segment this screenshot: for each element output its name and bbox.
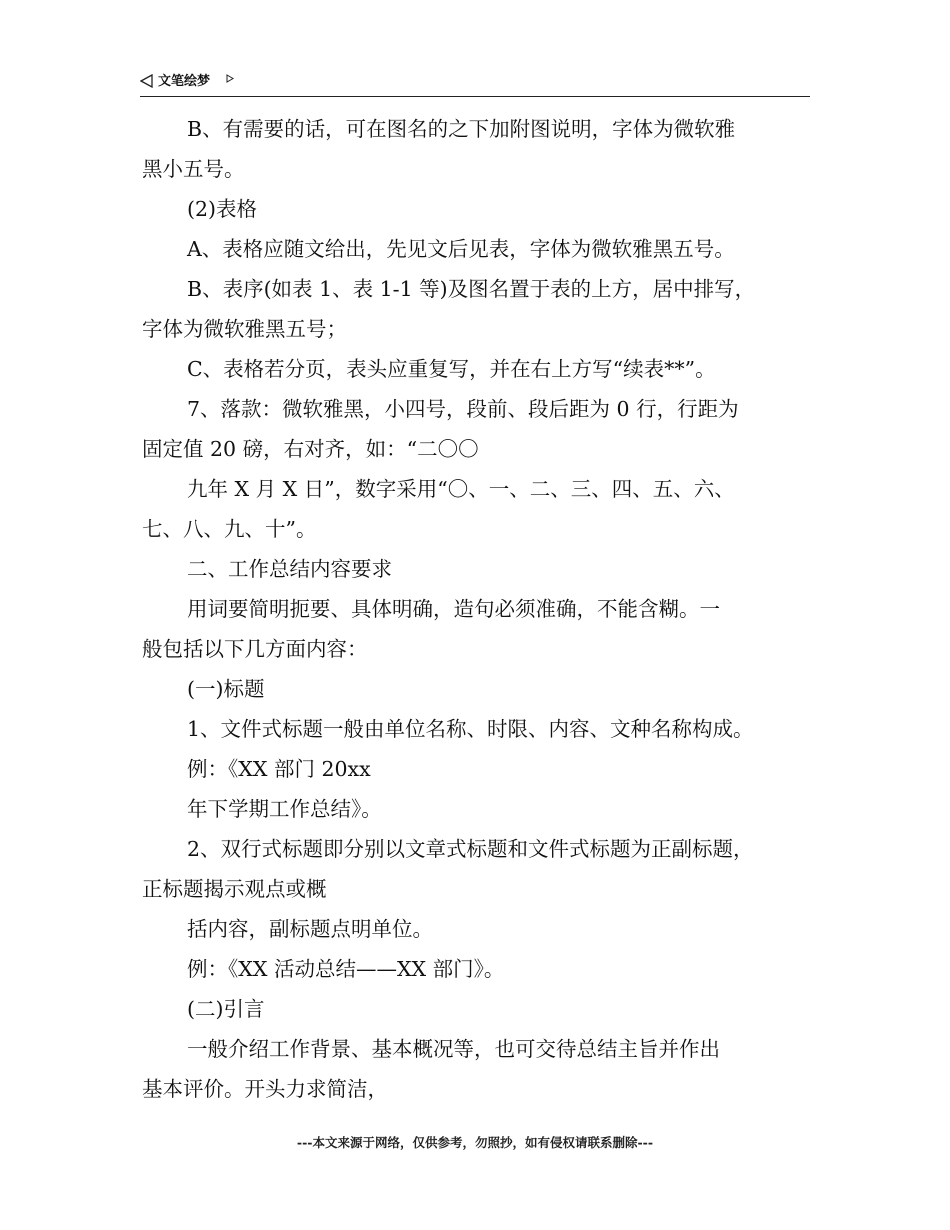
page-header <box>140 72 810 97</box>
text-line: 用词要简明扼要、具体明确，造句必须准确，不能含糊。一 <box>187 597 720 621</box>
text-line: C、表格若分页，表头应重复写，并在右上方写“续表**”。 <box>187 357 716 381</box>
triangle-left-icon <box>140 74 153 88</box>
text-line: 二、工作总结内容要求 <box>187 557 392 581</box>
text-line: 例：《XX 活动总结——XX 部门》。 <box>187 957 505 981</box>
text-line: B、有需要的话，可在图名的之下加附图说明，字体为微软雅 <box>187 117 736 141</box>
text-line: 基本评价。开头力求简洁， <box>142 1077 388 1101</box>
text-line: 年下学期工作总结》。 <box>187 797 382 821</box>
text-line: 般包括以下几方面内容： <box>142 637 368 661</box>
text-line: 7、落款：微软雅黑，小四号，段前、段后距为 0 行，行距为 <box>187 397 739 421</box>
text-line: 1、文件式标题一般由单位名称、时限、内容、文种名称构成。 <box>187 717 754 741</box>
text-line: (二)引言 <box>187 997 265 1021</box>
text-line: 正标题揭示观点或概 <box>142 877 327 901</box>
text-line: (2)表格 <box>187 197 258 221</box>
text-line: 九年 X 月 X 日”，数字采用“〇、一、二、三、四、五、六、 <box>187 477 735 501</box>
text-line: 一般介绍工作背景、基本概况等，也可交待总结主旨并作出 <box>187 1037 720 1061</box>
text-line: (一)标题 <box>187 677 265 701</box>
document-body <box>142 109 832 1109</box>
triangle-right-icon <box>226 74 234 83</box>
text-line: 例：《XX 部门 20xx <box>187 757 371 781</box>
text-line: 2、双行式标题即分别以文章式标题和文件式标题为正副标题， <box>187 837 754 861</box>
footer-disclaimer: ---本文来源于网络，仅供参考，勿照抄，如有侵权请联系删除--- <box>296 1135 654 1150</box>
header-brand: 文笔绘梦 <box>158 74 211 89</box>
text-line: 七、八、九、十”。 <box>142 517 317 541</box>
text-line: 括内容，副标题点明单位。 <box>187 917 433 941</box>
text-line: B、表序(如表 1、表 1-1 等)及图名置于表的上方，居中排写， <box>187 277 756 301</box>
text-line: 黑小五号。 <box>142 157 245 181</box>
text-line: 字体为微软雅黑五号； <box>142 317 347 341</box>
text-line: 固定值 20 磅，右对齐，如：“二〇〇 <box>142 437 479 461</box>
text-line: A、表格应随文给出，先见文后见表，字体为微软雅黑五号。 <box>187 237 735 261</box>
